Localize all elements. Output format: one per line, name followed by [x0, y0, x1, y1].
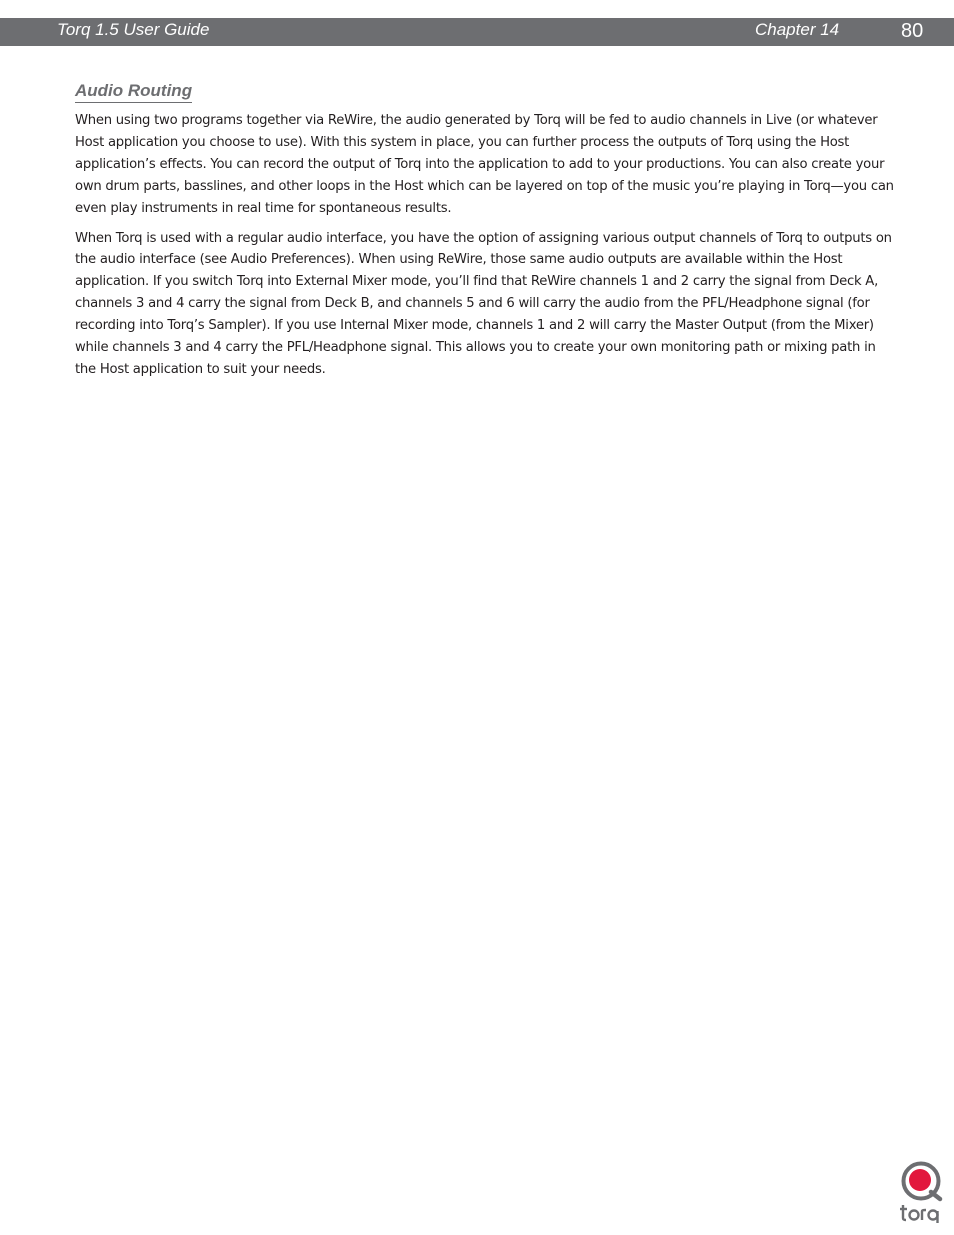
paragraph: When using two programs together via ReWire, the audio generated by Torq will be fed to audio channels in Live (or whatever Host application you choose to use). With this system in place, you can further process the outputs of Torq using the Host application’s effects. You can record the output of Torq into the application to add to your productions. You can also create your own drum parts, basslines, and other loops in the Host which can be layered on top of the music you’re playing in Torq—you can even play instruments in real time for spontaneous results.	[75, 113, 894, 216]
section-body	[75, 110, 897, 389]
paragraph: When Torq is used with a regular audio interface, you have the option of assigning various output channels of Torq to outputs on the audio interface (see Audio Preferences). When using ReWire, those same audio outputs are available within the Host application. If you switch Torq into External Mixer mode, you’ll find that ReWire channels 1 and 2 carry the signal from Deck A, channels 3 and 4 carry the signal from Deck B, and channels 5 and 6 will carry the audio from the PFL/Headphone signal (for recording into Torq’s Sampler). If you use Internal Mixer mode, channels 1 and 2 will carry the Master Output (from the Mixer) while channels 3 and 4 carry the PFL/Headphone signal. This allows you to create your own monitoring path or mixing path in the Host application to suit your needs.	[75, 230, 892, 377]
page-header	[0, 18, 954, 46]
torq-logo-icon	[898, 1158, 944, 1224]
chapter-label: Chapter 14	[755, 20, 840, 39]
guide-title: Torq 1.5 User Guide	[57, 20, 210, 39]
page-number: 80	[901, 20, 924, 42]
section-heading: Audio Routing	[75, 80, 192, 103]
